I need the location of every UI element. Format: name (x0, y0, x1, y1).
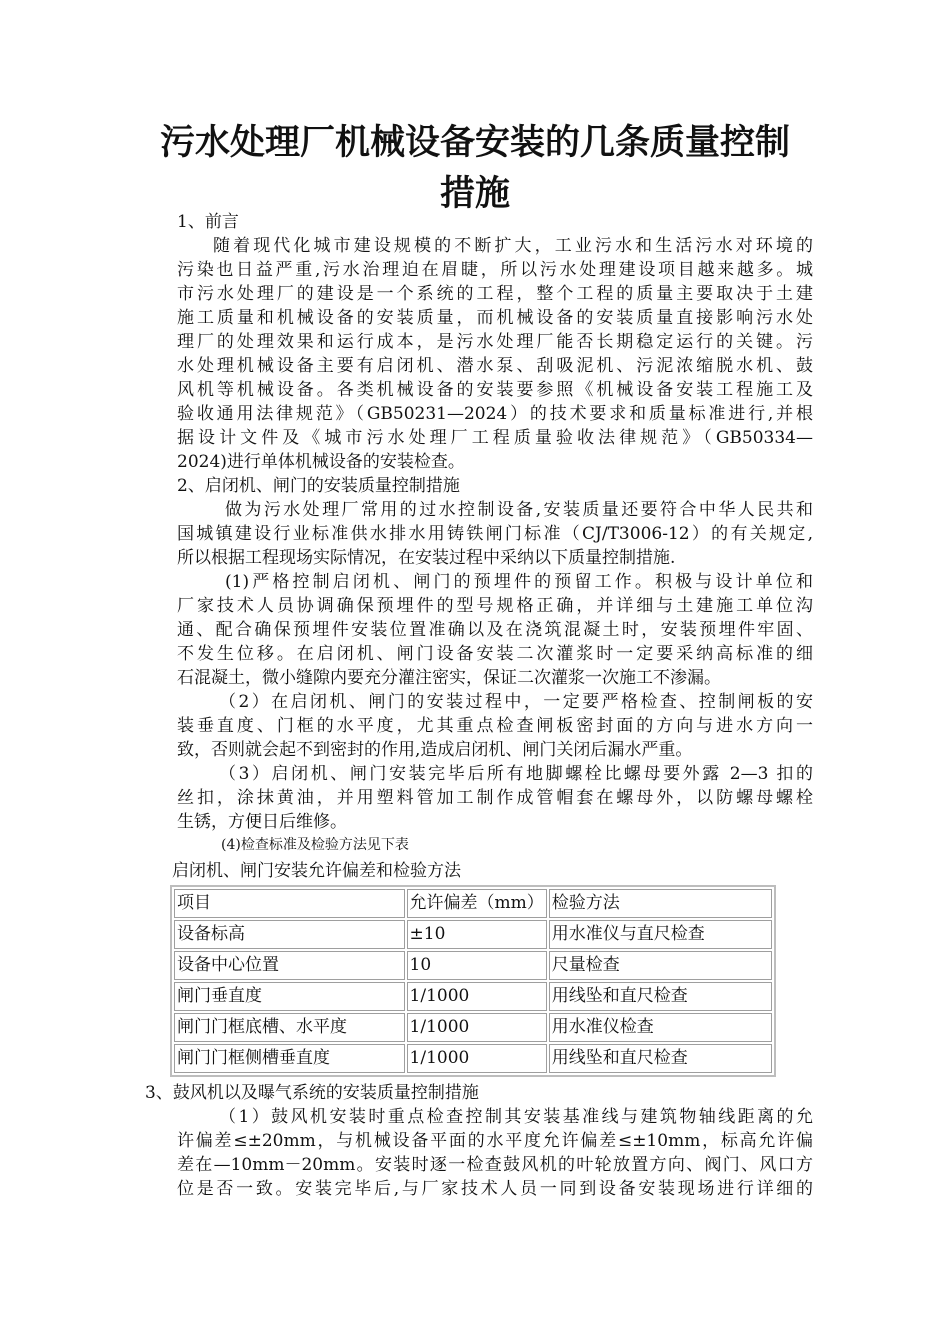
table-row (174, 951, 772, 980)
paragraph-line: 随着现代化城市建设规模的不断扩大，工业污水和生活污水对环境的 (213, 236, 813, 256)
table-cell: 闸门门框底槽、水平度 (174, 1013, 405, 1042)
table-caption: 启闭机、闸门安装允许偏差和检验方法 (172, 861, 461, 881)
paragraph-line: 通、配合确保预埋件安装位置准确以及在浇筑混凝土时，安装预埋件牢固、 (177, 620, 813, 640)
section-heading: 1、前言 (177, 212, 239, 232)
table-cell: 10 (407, 951, 547, 980)
document-title (150, 118, 800, 220)
table-cell: 用线坠和直尺检查 (549, 1044, 772, 1073)
table-cell: 闸门垂直度 (174, 982, 405, 1011)
paragraph-line: 装垂直度、门框的水平度，尤其重点检查闸板密封面的方向与进水方向一 (177, 716, 813, 736)
table-header-cell: 检验方法 (549, 889, 772, 918)
paragraph-line: 施工质量和机械设备的安装质量，而机械设备的安装质量直接影响污水处 (177, 308, 813, 328)
table-cell: 闸门门框侧槽垂直度 (174, 1044, 405, 1073)
paragraph-line: 位是否一致。安装完毕后,与厂家技术人员一同到设备安装现场进行详细的 (177, 1179, 813, 1199)
paragraph-line: 据设计文件及《城市污水处理厂工程质量验收法律规范》（GB50334— (177, 428, 813, 448)
table-cell: 1/1000 (407, 982, 547, 1011)
paragraph-line: 2024)进行单体机械设备的安装检查。 (177, 452, 465, 472)
paragraph-line: 国城镇建设行业标准供水排水用铸铁闸门标准（CJ/T3006-12）的有关规定, (177, 524, 813, 544)
paragraph-line: 厂家技术人员协调确保预埋件的型号规格正确，并详细与土建施工单位沟 (177, 596, 813, 616)
paragraph-line: (1)严格控制启闭机、闸门的预埋件的预留工作。积极与设计单位和 (225, 572, 813, 592)
paragraph-line: （1）鼓风机安装时重点检查控制其安装基准线与建筑物轴线距离的允 (219, 1107, 813, 1127)
table-header-cell: 允许偏差（mm） (407, 889, 547, 918)
table-note: (4)检查标准及检验方法见下表 (221, 837, 409, 853)
paragraph-line: 石混凝土，微小缝隙内要充分灌注密实，保证二次灌浆一次施工不渗漏。 (177, 668, 721, 688)
table-cell: 尺量检查 (549, 951, 772, 980)
title-line-1: 污水处理厂机械设备安装的几条质量控制 (159, 123, 790, 163)
paragraph-line: 水处理机械设备主要有启闭机、潜水泵、刮吸泥机、污泥浓缩脱水机、鼓 (177, 356, 813, 376)
paragraph-line: 生锈，方便日后维修。 (177, 812, 347, 832)
table-row (174, 1013, 772, 1042)
paragraph-line: 丝扣，涂抹黄油，并用塑料管加工制作成管帽套在螺母外，以防螺母螺栓 (177, 788, 813, 808)
paragraph-line: 所以根据工程现场实际情况，在安装过程中采纳以下质量控制措施. (177, 548, 676, 568)
table-cell: 用水准仪与直尺检查 (549, 920, 772, 949)
paragraph-line: 验收通用法律规范》（GB50231—2024）的技术要求和质量标准进行,并根 (177, 404, 813, 424)
table-cell: ±10 (407, 920, 547, 949)
table-cell: 1/1000 (407, 1044, 547, 1073)
table-cell: 用线坠和直尺检查 (549, 982, 772, 1011)
paragraph-line: 污染也日益严重,污水治理迫在眉睫，所以污水处理建设项目越来越多。城 (177, 260, 813, 280)
table-cell: 设备标高 (174, 920, 405, 949)
paragraph-line: （3）启闭机、闸门安装完毕后所有地脚螺栓比螺母要外露 2—3 扣的 (219, 764, 813, 784)
paragraph-line: 理厂的处理效果和运行成本，是污水处理厂能否长期稳定运行的关键。污 (177, 332, 813, 352)
table-header-cell: 项目 (174, 889, 405, 918)
table-row (174, 920, 772, 949)
table-cell: 用水准仪检查 (549, 1013, 772, 1042)
title-line-2: 措施 (439, 174, 510, 214)
table-cell: 1/1000 (407, 1013, 547, 1042)
section-heading: 2、启闭机、闸门的安装质量控制措施 (177, 476, 460, 496)
table-row (174, 982, 772, 1011)
paragraph-line: 许偏差≤±20mm，与机械设备平面的水平度允许偏差≤±10mm，标高允许偏 (177, 1131, 813, 1151)
paragraph-line: 做为污水处理厂常用的过水控制设备,安装质量还要符合中华人民共和 (225, 500, 813, 520)
table-cell: 设备中心位置 (174, 951, 405, 980)
paragraph-line: 致，否则就会起不到密封的作用,造成启闭机、闸门关闭后漏水严重。 (177, 740, 693, 760)
paragraph-line: 差在—10mm－20mm。安装时逐一检查鼓风机的叶轮放置方向、阀门、风口方 (177, 1155, 813, 1175)
paragraph-line: 风机等机械设备。各类机械设备的安装要参照《机械设备安装工程施工及 (177, 380, 813, 400)
table-row (174, 1044, 772, 1073)
paragraph-line: 不发生位移。在启闭机、闸门设备安装二次灌浆时一定要采纳高标准的细 (177, 644, 813, 664)
paragraph-line: （2）在启闭机、闸门的安装过程中，一定要严格检查、控制闸板的安 (219, 692, 813, 712)
paragraph-line: 市污水处理厂的建设是一个系统的工程，整个工程的质量主要取决于土建 (177, 284, 813, 304)
section-heading: 3、鼓风机以及曝气系统的安装质量控制措施 (145, 1083, 479, 1103)
table-header-row (174, 889, 772, 918)
tolerance-table (170, 885, 776, 1077)
